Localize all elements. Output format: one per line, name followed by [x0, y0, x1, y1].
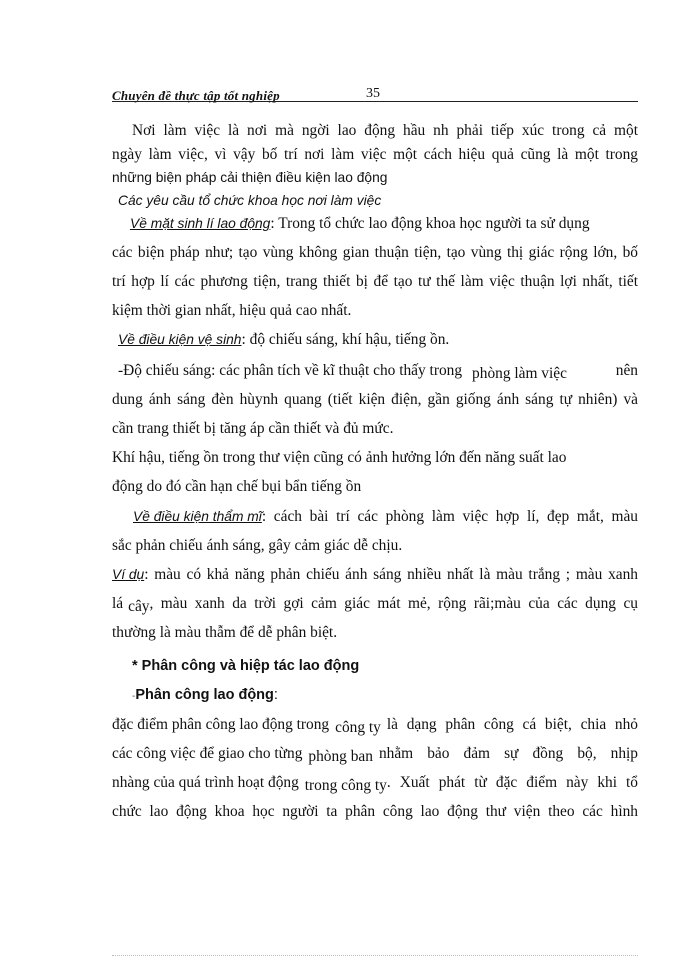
section-heading: * Phân công và hiệp tác lao động	[132, 658, 360, 674]
text-span: -Độ chiếu sáng: các phân tích về kĩ thuật cho thấy trong	[118, 362, 463, 379]
text-line: các biện pháp như; tạo vùng không gian thuận tiện, tạo vùng thị giác rộng lớn, bố	[112, 244, 638, 261]
subheading: Về điều kiện vệ sinh	[118, 332, 242, 347]
text-line	[133, 508, 638, 526]
subheading: Ví dụ	[112, 567, 145, 582]
text-line: sắc phản chiếu ánh sáng, gây cảm giác dễ chịu.	[112, 537, 403, 554]
text-line	[130, 215, 590, 233]
text-span: phòng làm việc	[472, 365, 567, 382]
text-span: lá	[112, 595, 124, 612]
text-line: cần trang thiết bị tăng áp cần thiết và đủ mức.	[112, 420, 394, 437]
text-line: ngày làm việc, vì vậy bố trí nơi làm việc một cách hiệu quả cũng là một trong	[112, 146, 638, 163]
header-title: Chuyên đề thực tập tốt nghiệp	[112, 88, 280, 103]
text-line: thường là màu thẫm để dễ phân biệt.	[112, 624, 338, 641]
text-span: nên	[615, 362, 638, 379]
text-span: :	[273, 687, 278, 703]
text-span: đặc điểm phân công lao động trong	[112, 716, 330, 733]
text-line: động do đó cần hạn chế bụi bẩn tiếng ồn	[112, 478, 362, 495]
text-span: : Trong tổ chức lao động khoa học người ta sử dụng	[270, 215, 590, 232]
text-span: các công việc để giao cho từng	[112, 745, 303, 762]
text-span: công ty	[335, 719, 381, 736]
text-line: chức lao động khoa học người ta phân công lao động thư viện theo các hình	[112, 803, 638, 820]
footer-rule	[112, 955, 638, 956]
text-line: những biện pháp cải thiện điều kiện lao động	[112, 170, 388, 185]
section-heading: Các yêu cầu tổ chức khoa học nơi làm việc	[118, 193, 382, 208]
page-number: 35	[366, 86, 380, 101]
text-line: Khí hậu, tiếng ồn trong thư viện cũng có ảnh hưởng lớn đến năng suất lao	[112, 449, 567, 466]
text-line	[112, 716, 638, 734]
text-span: : màu có khả năng phản chiếu ánh sáng nhiều nhất là màu trắng ; màu xanh	[144, 566, 638, 583]
text-span: , màu xanh da trời gợi cảm giác mát mẻ, rộng rãi;màu của các dụng cụ	[149, 595, 638, 612]
text-line: Nơi làm việc là nơi mà ngời lao động hầu nh phải tiếp xúc trong cả một	[132, 122, 638, 139]
dash-mark: -	[132, 691, 136, 702]
text-line	[112, 566, 638, 584]
text-span: . Xuất phát từ đặc điểm này khi tổ	[386, 774, 638, 791]
text-line: trí hợp lí các phương tiện, trang thiết bị để tạo tư thế làm việc thuận lợi nhất, tiết	[112, 273, 638, 290]
header-rule	[112, 101, 638, 102]
text-line	[118, 331, 449, 349]
text-line	[112, 774, 638, 792]
subheading: Về mặt sinh lí lao động	[130, 216, 271, 231]
text-span: là dạng phân công cá biệt, chia nhỏ	[386, 716, 638, 733]
text-line: kiệm thời gian nhất, hiệu quả cao nhất.	[112, 302, 352, 319]
text-span: phòng ban	[308, 748, 373, 765]
text-span: cây	[128, 598, 150, 615]
text-span: : độ chiếu sáng, khí hậu, tiếng ồn.	[241, 331, 450, 348]
text-line	[112, 595, 638, 613]
text-line: dung ánh sáng đèn hùynh quang (tiết kiện điện, gần giống ánh sáng tự nhiên) và	[112, 391, 638, 408]
text-span: nhàng của quá trình hoạt động	[112, 774, 299, 791]
subheading: Về điều kiện thẩm mĩ	[133, 509, 262, 524]
text-span: trong công ty	[304, 777, 387, 794]
text-line	[118, 362, 638, 380]
text-line	[112, 745, 638, 763]
text-span: nhằm bảo đảm sự đồng bộ, nhịp	[378, 745, 638, 762]
subheading: Phân công lao động	[135, 687, 274, 703]
text-span: : cách bài trí các phòng làm việc hợp lí, đẹp mắt, màu	[261, 508, 638, 525]
subheading-line	[132, 686, 278, 706]
